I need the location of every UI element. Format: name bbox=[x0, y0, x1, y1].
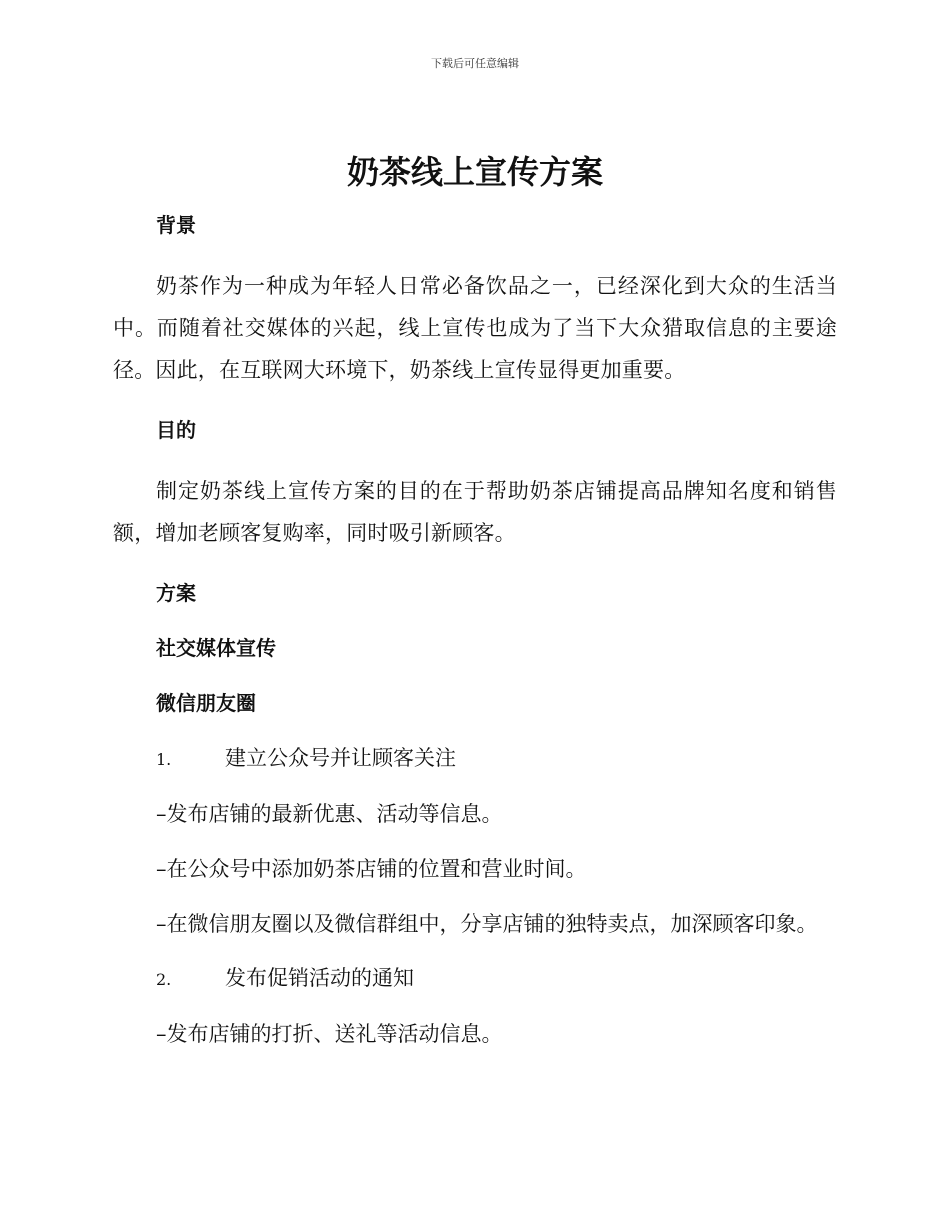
item-text: 建立公众号并让顾客关注 bbox=[225, 746, 456, 770]
paragraph-purpose: 制定奶茶线上宣传方案的目的在于帮助奶茶店铺提高品牌知名度和销售额，增加老顾客复购率，同时吸引新顾客。 bbox=[113, 479, 837, 545]
document-page bbox=[113, 146, 837, 1062]
item-number: 1. bbox=[156, 750, 172, 769]
section-heading-plan: 方案 bbox=[156, 581, 196, 605]
numbered-item-1 bbox=[113, 731, 837, 787]
subheading-wechat-moments: 微信朋友圈 bbox=[156, 691, 256, 715]
bullet-item: –在微信朋友圈以及微信群组中，分享店铺的独特卖点，加深顾客印象。 bbox=[156, 912, 818, 936]
paragraph-background: 奶茶作为一种成为年轻人日常必备饮品之一，已经深化到大众的生活当中。而随着社交媒体的兴起，线上宣传也成为了当下大众猎取信息的主要途径。因此，在互联网大环境下，奶茶线上宣传显得更加重要。 bbox=[113, 274, 837, 382]
section-heading-background: 背景 bbox=[156, 213, 196, 237]
subheading-social-media: 社交媒体宣传 bbox=[156, 636, 276, 660]
document-title: 奶茶线上宣传方案 bbox=[346, 153, 603, 191]
numbered-item-2 bbox=[113, 951, 837, 1007]
item-number: 2. bbox=[156, 970, 172, 989]
header-note: 下载后可任意编辑 bbox=[431, 57, 519, 70]
bullet-item: –在公众号中添加奶茶店铺的位置和营业时间。 bbox=[156, 857, 587, 881]
section-heading-purpose: 目的 bbox=[156, 418, 196, 442]
bullet-item: –发布店铺的最新优惠、活动等信息。 bbox=[156, 802, 503, 826]
item-text: 发布促销活动的通知 bbox=[225, 966, 414, 990]
bullet-item: –发布店铺的打折、送礼等活动信息。 bbox=[156, 1022, 503, 1046]
